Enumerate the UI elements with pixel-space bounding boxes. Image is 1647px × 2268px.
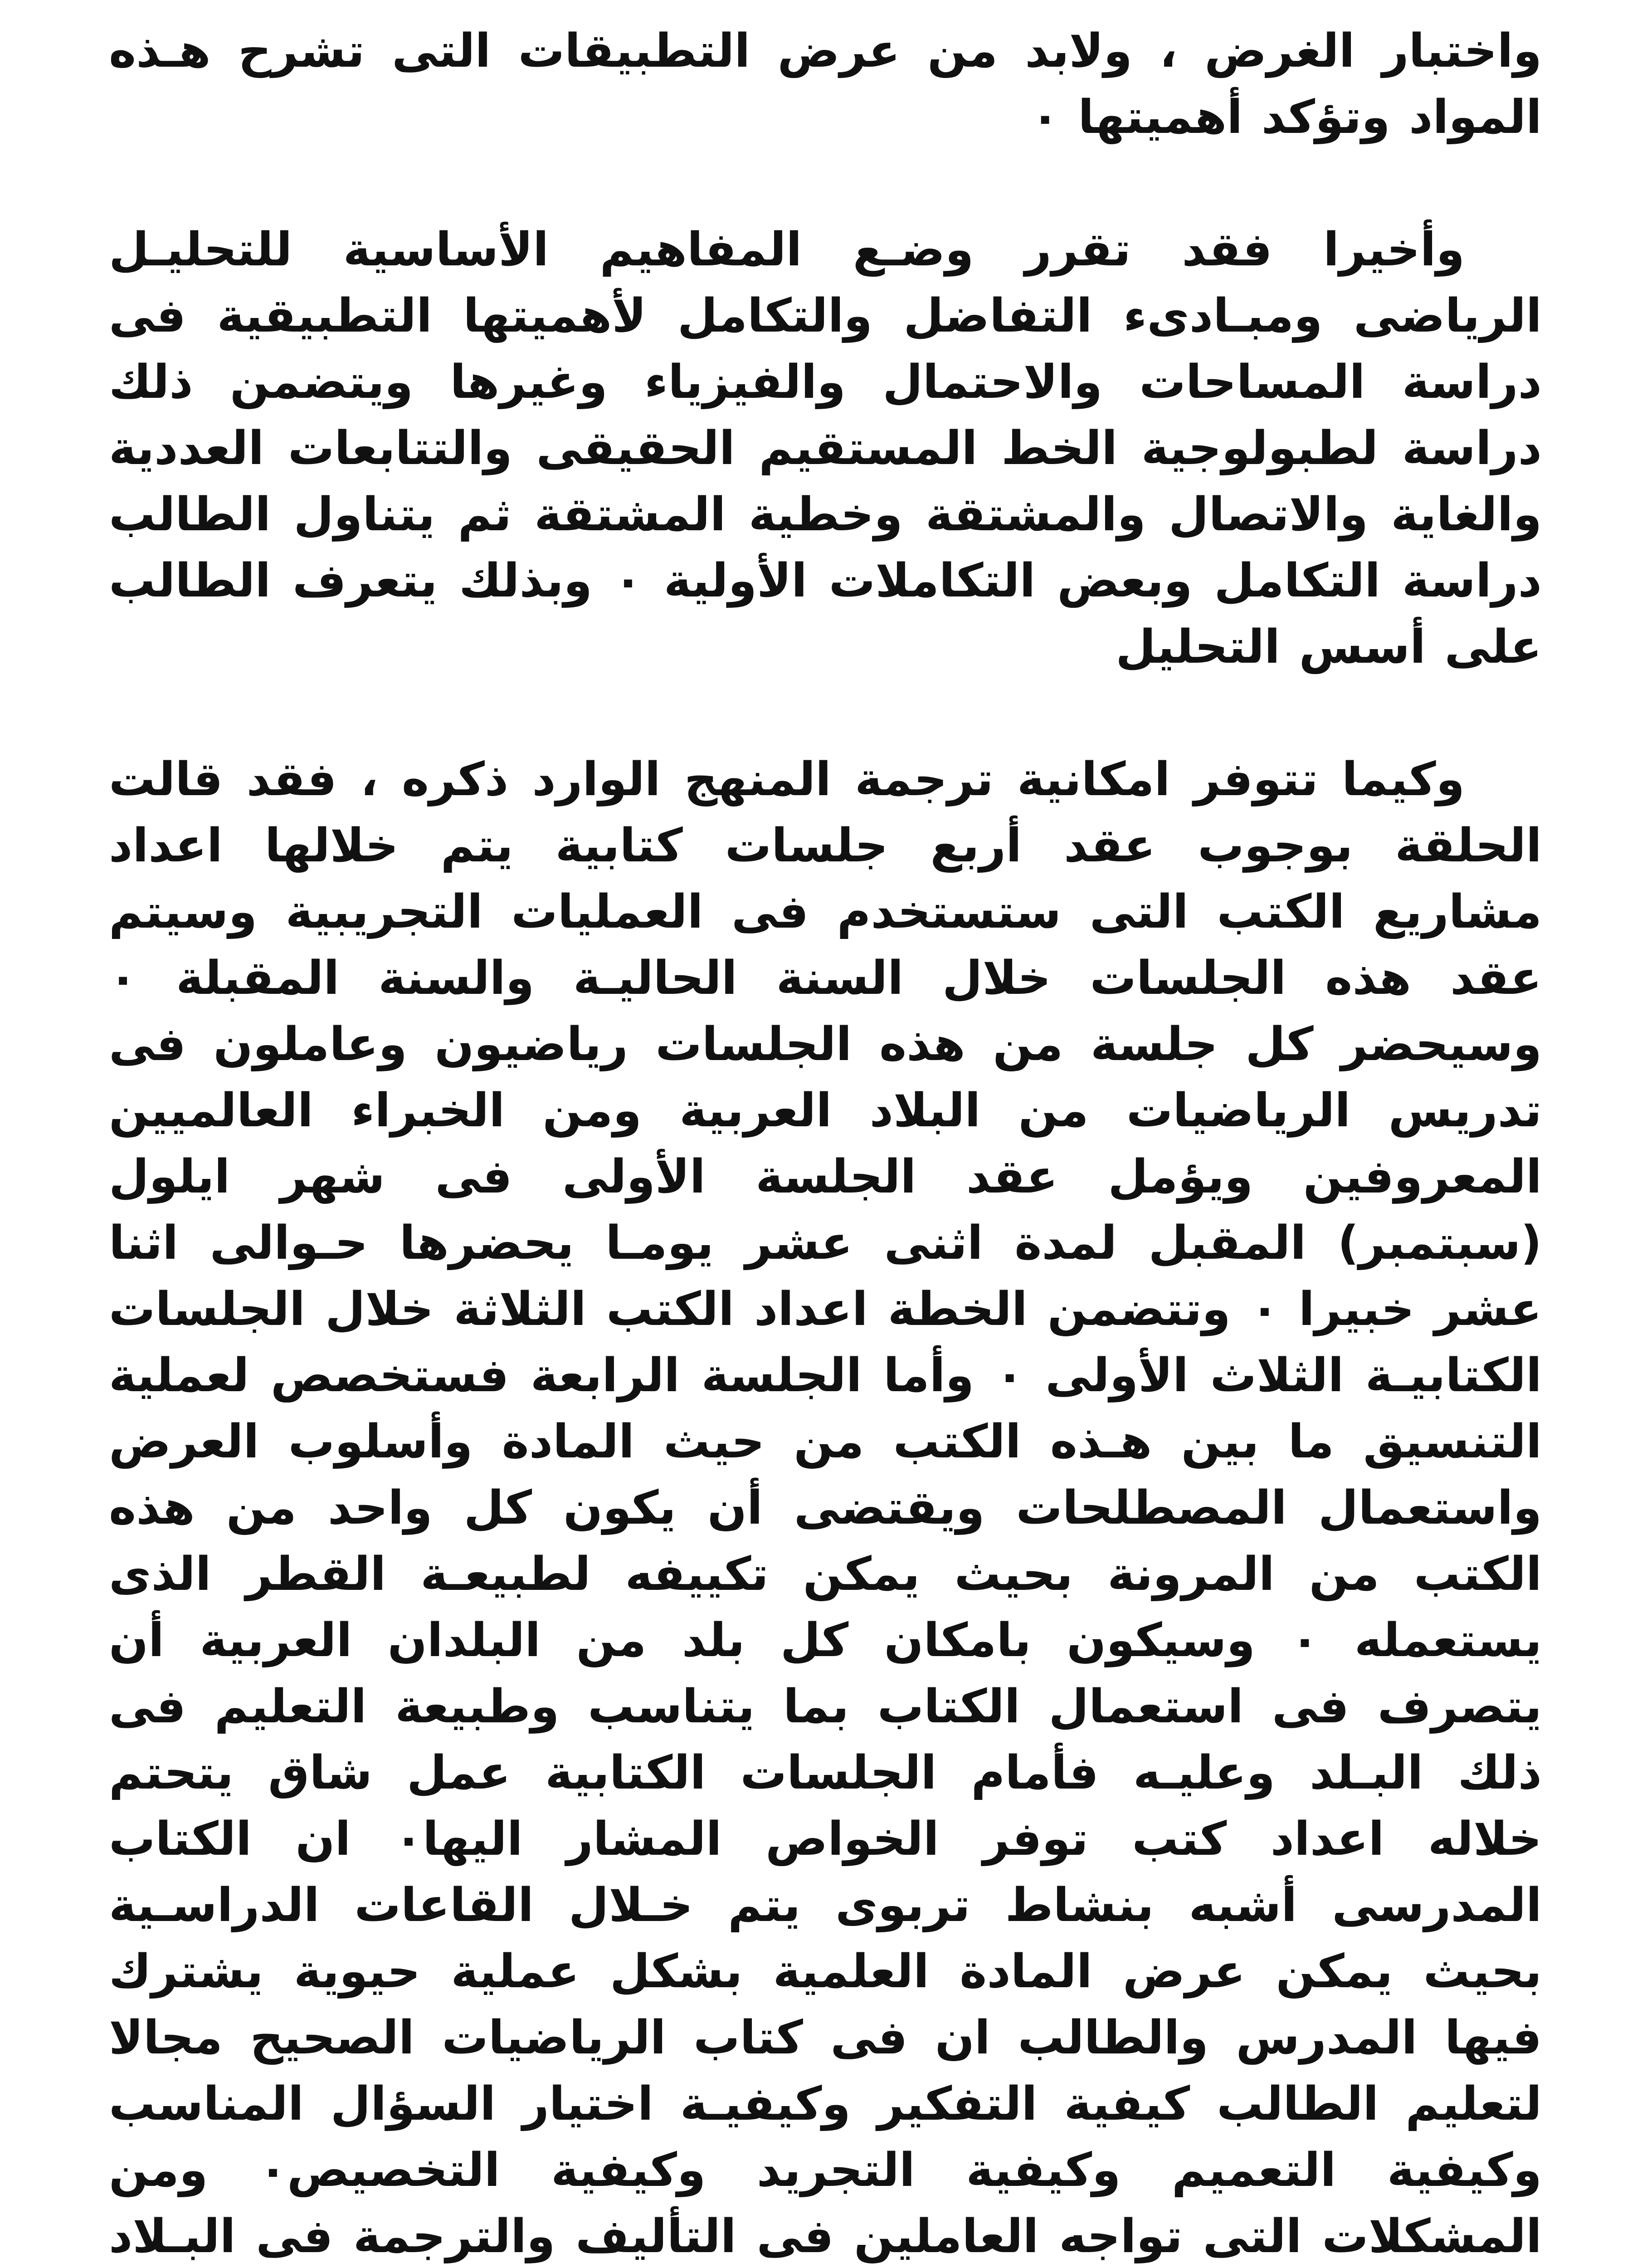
paragraph-3: وكيما تتوفر امكانية ترجمة المنهج الوارد ذكره ، فقد قالت الحلقة بوجوب عقد أربع جلسات كتابية يتم خلالها اعداد مشاريع الكتب التى ستستخدم فى العمليات التجريبية وسيتم عقد هذه الجلسات خلال السنة الحاليـة والسنة المقبلة ٠ وسيحضر كل جلسة من هذه الجلسات رياضيون وعاملون فى تدريس الرياضيات من البلاد العربية ومن الخبراء العالميين المعروفين ويؤمل عقد الجلسة الأولى فى شهر ايلول (سبتمبر) المقبل لمدة اثنى عشر يومـا يحضرها حـوالى اثنا عشر خبيرا ٠ وتتضمن الخطة اعداد الكتب الثلاثة خلال الجلسات الكتابيـة الثلاث الأولى ٠ وأما الجلسة الرابعة فستخصص لعملية التنسيق ما بين هـذه الكتب من حيث المادة وأسلوب العرض واستعمال المصطلحات ويقتضى أن يكون كل واحد من هذه الكتب من المرونة بحيث يمكن تكييفه لطبيعـة القطر الذى يستعمله ٠ وسيكون بامكان كل بلد من البلدان العربية أن يتصرف فى استعمال الكتاب بما يتناسب وطبيعة التعليم فى ذلك البـلد وعليـه فأمام الجلسات الكتابية عمل شاق يتحتم خلاله اعداد كتب توفر الخواص المشار اليها٠ ان الكتاب المدرسى أشبه بنشاط تربوى يتم خـلال القاعات الدراسـية بحيث يمكن عرض المادة العلمية بشكل عملية حيوية يشترك فيها المدرس والطالب ان فى كتاب الرياضيات الصحيح مجالا لتعليم الطالب كيفية التفكير وكيفيـة اختيار السؤال المناسب وكيفية التعميم وكيفية التجريد وكيفية التخصيص٠ ومن المشكلات التى تواجه العاملين فى التأليف والترجمة فى البـلاد	[109, 753, 1542, 2263]
paragraph-gap-2	[109, 680, 1542, 747]
paragraph-2: وأخيرا فقد تقرر وضـع المفاهيم الأساسية للتحليـل الرياضى ومبـادىء التفاضل والتكامل لأهميتها التطبيقية فى دراسة المساحات والاحتمال والفيزياء وغيرها ويتضمن ذلك دراسة لطبولوجية الخط المستقيم الحقيقى والتتابعات العددية والغاية والاتصال والمشتقة وخطية المشتقة ثم يتناول الطالب دراسة التكامل وبعض التكاملات الأولية ٠ وبذلك يتعرف الطالب على أسس التحليل	[109, 223, 1542, 674]
paragraph-gap-1	[109, 151, 1542, 217]
paragraph-1: واختبار الغرض ، ولابد من عرض التطبيقات التى تشرح هـذه المواد وتؤكد أهميتها ٠	[109, 24, 1542, 144]
document-page	[109, 18, 1542, 2268]
